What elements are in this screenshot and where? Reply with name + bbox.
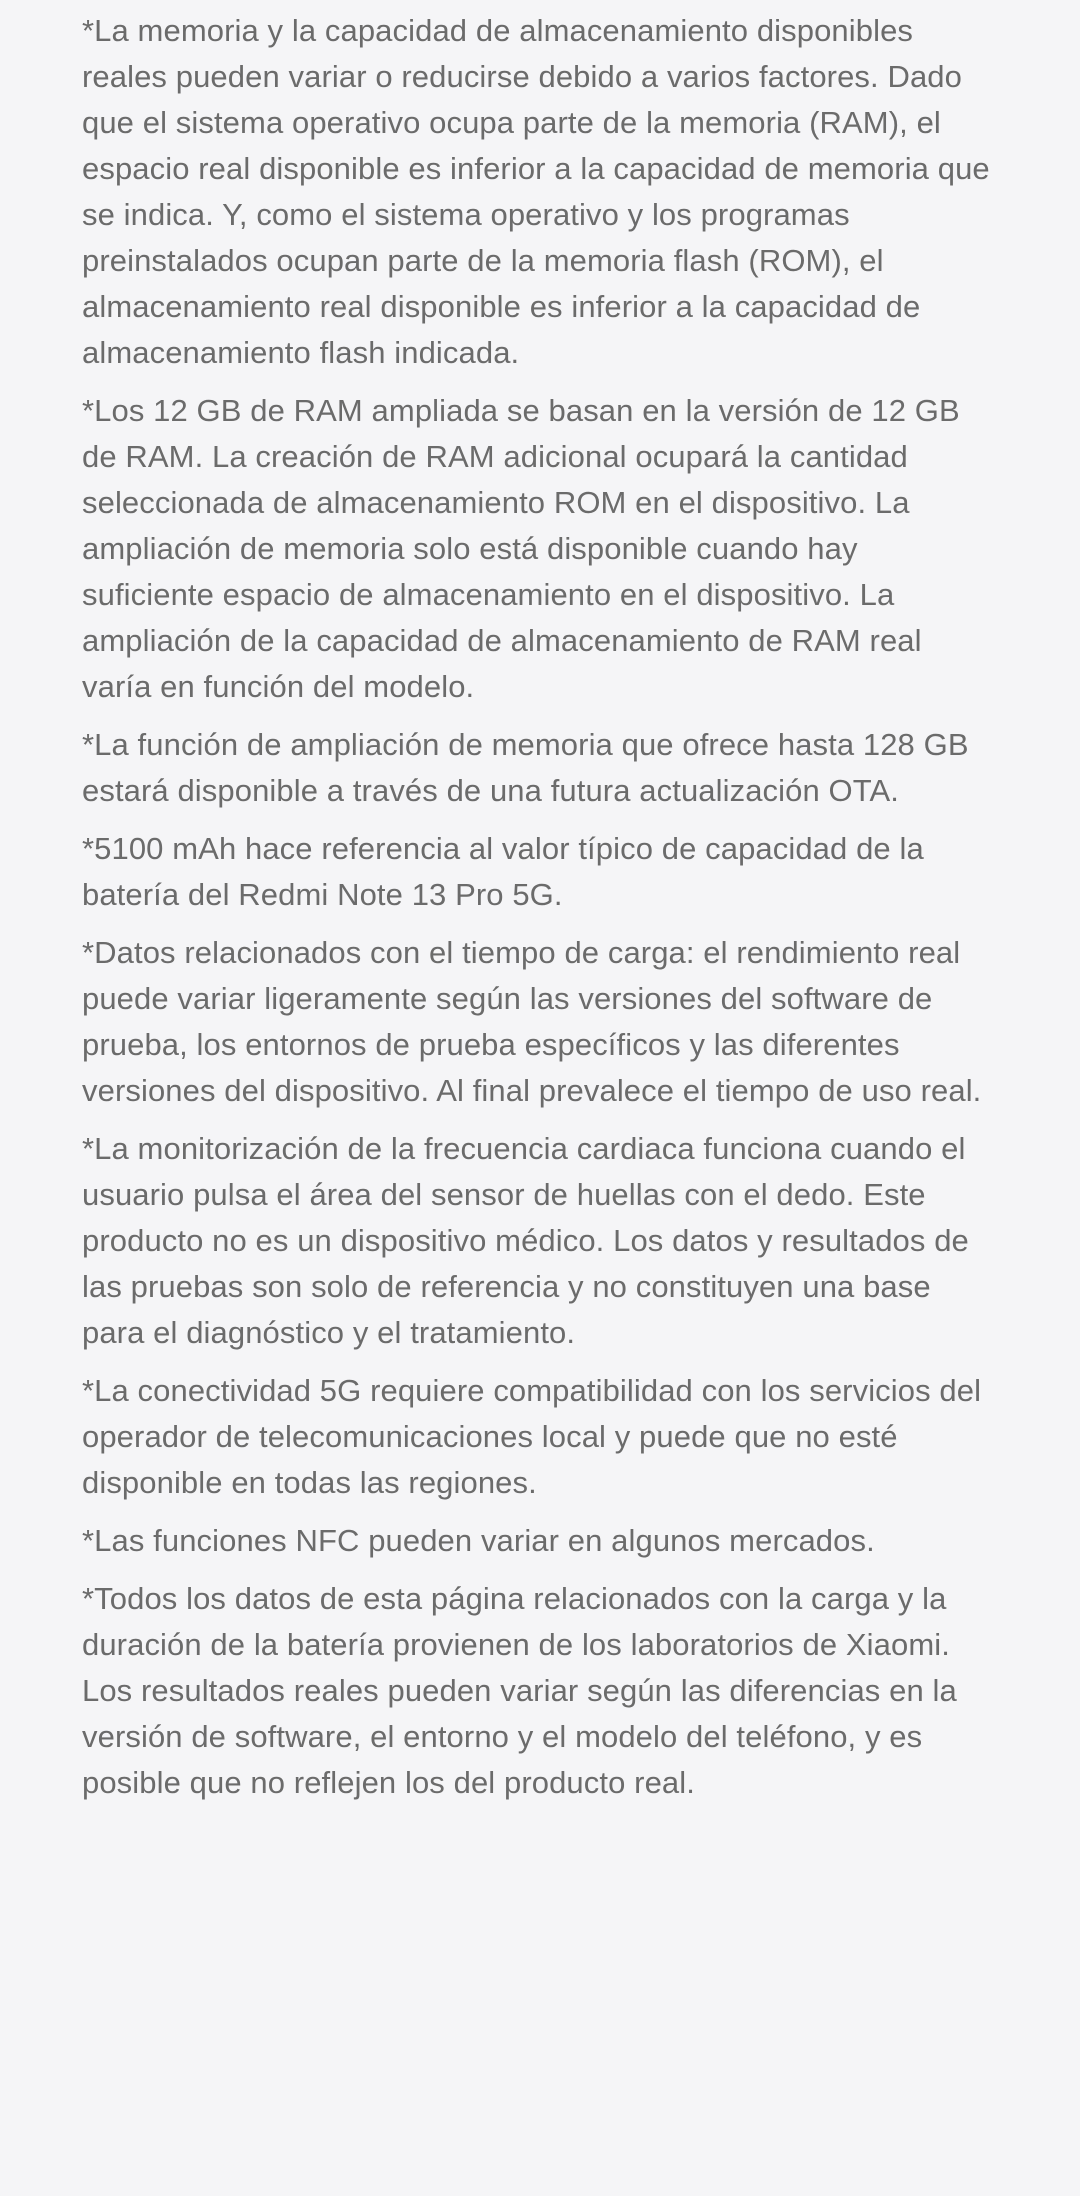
footnote-battery-capacity: *5100 mAh hace referencia al valor típico de capacidad de la batería del Redmi Note 13 Pro 5G. (82, 831, 924, 912)
footnote-ram-expansion: *Los 12 GB de RAM ampliada se basan en la versión de 12 GB de RAM. La creación de RAM adicional ocupará la cantidad seleccionada de almacenamiento ROM en el dispositivo. La ampliación de memoria solo está disponible cuando hay suficiente espacio de almacenamiento en el dispositivo. La ampliación de la capacidad de almacenamiento de RAM real varía en función del modelo. (82, 393, 960, 704)
footnote-charging-time: *Datos relacionados con el tiempo de carga: el rendimiento real puede variar ligeramente según las versiones del software de prueba, los entornos de prueba específicos y las diferentes versiones del dispositivo. Al final prevalece el tiempo de uso real. (82, 935, 982, 1108)
footnote-memory-storage: *La memoria y la capacidad de almacenamiento disponibles reales pueden variar o reducirse debido a varios factores. Dado que el sistema operativo ocupa parte de la memoria (RAM), el espacio real disponible es inferior a la capacidad de memoria que se indica. Y, como el sistema operativo y los programas preinstalados ocupan parte de la memoria flash (ROM), el almacenamiento real disponible es inferior a la capacidad de almacenamiento flash indicada. (82, 13, 990, 370)
footnote-5g: *La conectividad 5G requiere compatibilidad con los servicios del operador de telecomunicaciones local y puede que no esté disponible en todas las regiones. (82, 1373, 982, 1500)
footnote-memory-ota: *La función de ampliación de memoria que ofrece hasta 128 GB estará disponible a través de una futura actualización OTA. (82, 727, 969, 808)
footnote-lab-data: *Todos los datos de esta página relacionados con la carga y la duración de la batería provienen de los laboratorios de Xiaomi. Los resultados reales pueden variar según las diferencias en la versión de software, el entorno y el modelo del teléfono, y es posible que no reflejen los del producto real. (82, 1581, 957, 1800)
footnote-nfc: *Las funciones NFC pueden variar en algunos mercados. (82, 1523, 875, 1558)
footnote-heart-rate: *La monitorización de la frecuencia cardiaca funciona cuando el usuario pulsa el área del sensor de huellas con el dedo. Este producto no es un dispositivo médico. Los datos y resultados de las pruebas son solo de referencia y no constituyen una base para el diagnóstico y el tratamiento. (82, 1131, 969, 1350)
